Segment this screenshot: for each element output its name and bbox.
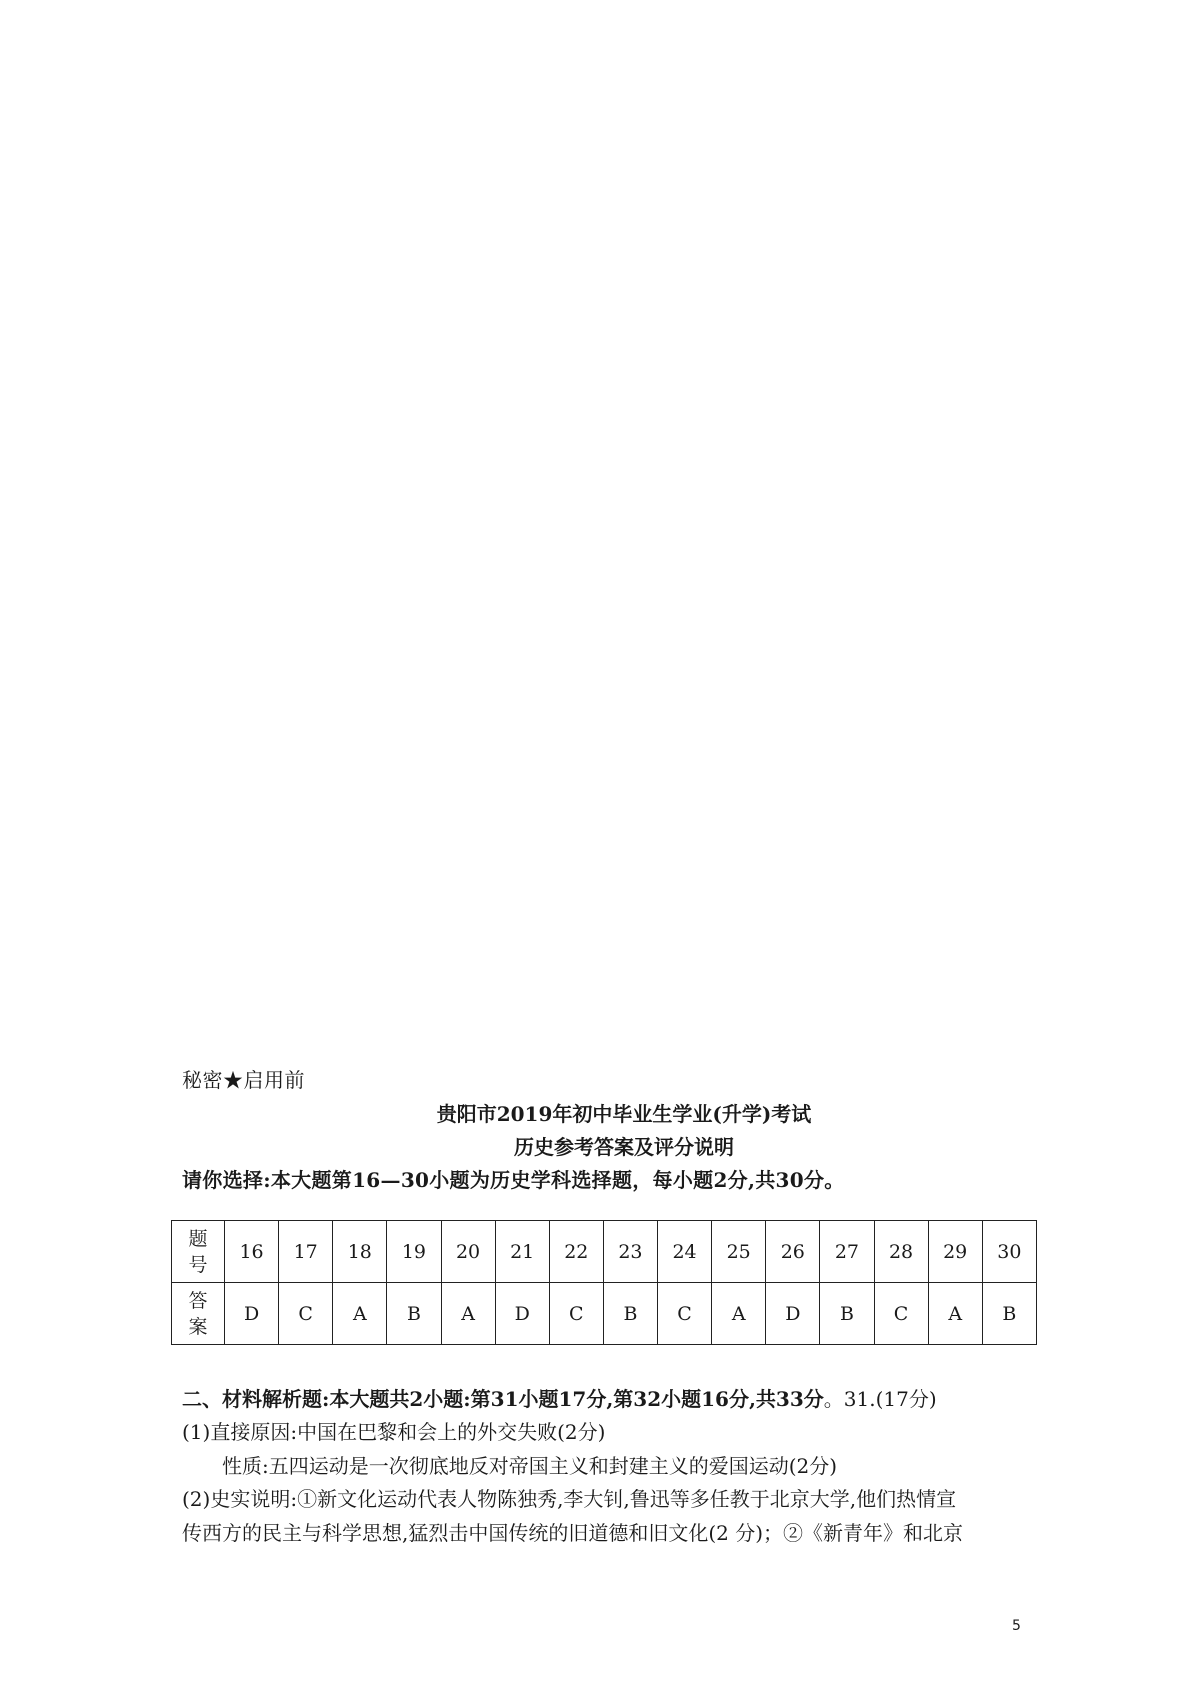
question-number-cell: 27 — [820, 1221, 874, 1283]
answer-table — [171, 1220, 1037, 1345]
answer-cell: D — [495, 1283, 549, 1345]
answer-line-1: (1)直接原因:中国在巴黎和会上的外交失败(2分) — [182, 1420, 606, 1444]
section-two-heading-tail: 。31.(17分) — [823, 1387, 937, 1411]
section-two-heading — [182, 1383, 937, 1412]
exam-title: 贵阳市2019年初中毕业生学业(升学)考试 — [436, 1102, 812, 1126]
row-label-answer: 答 案 — [172, 1283, 225, 1345]
question-number-cell: 17 — [279, 1221, 333, 1283]
answer-cell: D — [766, 1283, 820, 1345]
question-number-cell: 16 — [225, 1221, 279, 1283]
question-number-cell: 30 — [982, 1221, 1036, 1283]
question-number-cell: 23 — [603, 1221, 657, 1283]
answer-cell: D — [225, 1283, 279, 1345]
row-label-number: 题 号 — [172, 1221, 225, 1283]
question-number-cell: 19 — [387, 1221, 441, 1283]
answer-line-3: (2)史实说明:①新文化运动代表人物陈独秀,李大钊,鲁迅等多任教于北京大学,他们热情宣 — [182, 1487, 957, 1511]
question-number-cell: 18 — [333, 1221, 387, 1283]
question-number-cell: 20 — [441, 1221, 495, 1283]
question-number-cell: 21 — [495, 1221, 549, 1283]
table-row-answers — [172, 1283, 1037, 1345]
question-number-cell: 24 — [658, 1221, 712, 1283]
section-one-heading: 请你选择:本大题第16—30小题为历史学科选择题，每小题2分,共30分。 — [182, 1168, 845, 1192]
answer-cell: A — [333, 1283, 387, 1345]
secret-label: 秘密★启用前 — [182, 1068, 305, 1092]
answer-cell: B — [603, 1283, 657, 1345]
answer-cell: C — [874, 1283, 928, 1345]
answer-cell: C — [658, 1283, 712, 1345]
exam-subtitle: 历史参考答案及评分说明 — [514, 1135, 734, 1159]
answer-cell: A — [928, 1283, 982, 1345]
answer-cell: A — [441, 1283, 495, 1345]
question-number-cell: 26 — [766, 1221, 820, 1283]
question-number-cell: 22 — [549, 1221, 603, 1283]
answer-cell: C — [549, 1283, 603, 1345]
page-number: 5 — [1012, 1618, 1021, 1634]
answer-line-2: 性质:五四运动是一次彻底地反对帝国主义和封建主义的爱国运动(2分) — [222, 1454, 838, 1478]
answer-line-4: 传西方的民主与科学思想,猛烈击中国传统的旧道德和旧文化(2 分)；②《新青年》和北京 — [182, 1521, 964, 1545]
answer-cell: B — [820, 1283, 874, 1345]
question-number-cell: 25 — [712, 1221, 766, 1283]
section-two-heading-bold: 二、材料解析题:本大题共2小题:第31小题17分,第32小题16分,共33分 — [182, 1387, 824, 1411]
answer-cell: B — [982, 1283, 1036, 1345]
question-number-cell: 28 — [874, 1221, 928, 1283]
answer-cell: B — [387, 1283, 441, 1345]
question-number-cell: 29 — [928, 1221, 982, 1283]
answer-cell: A — [712, 1283, 766, 1345]
table-row-numbers — [172, 1221, 1037, 1283]
answer-cell: C — [279, 1283, 333, 1345]
